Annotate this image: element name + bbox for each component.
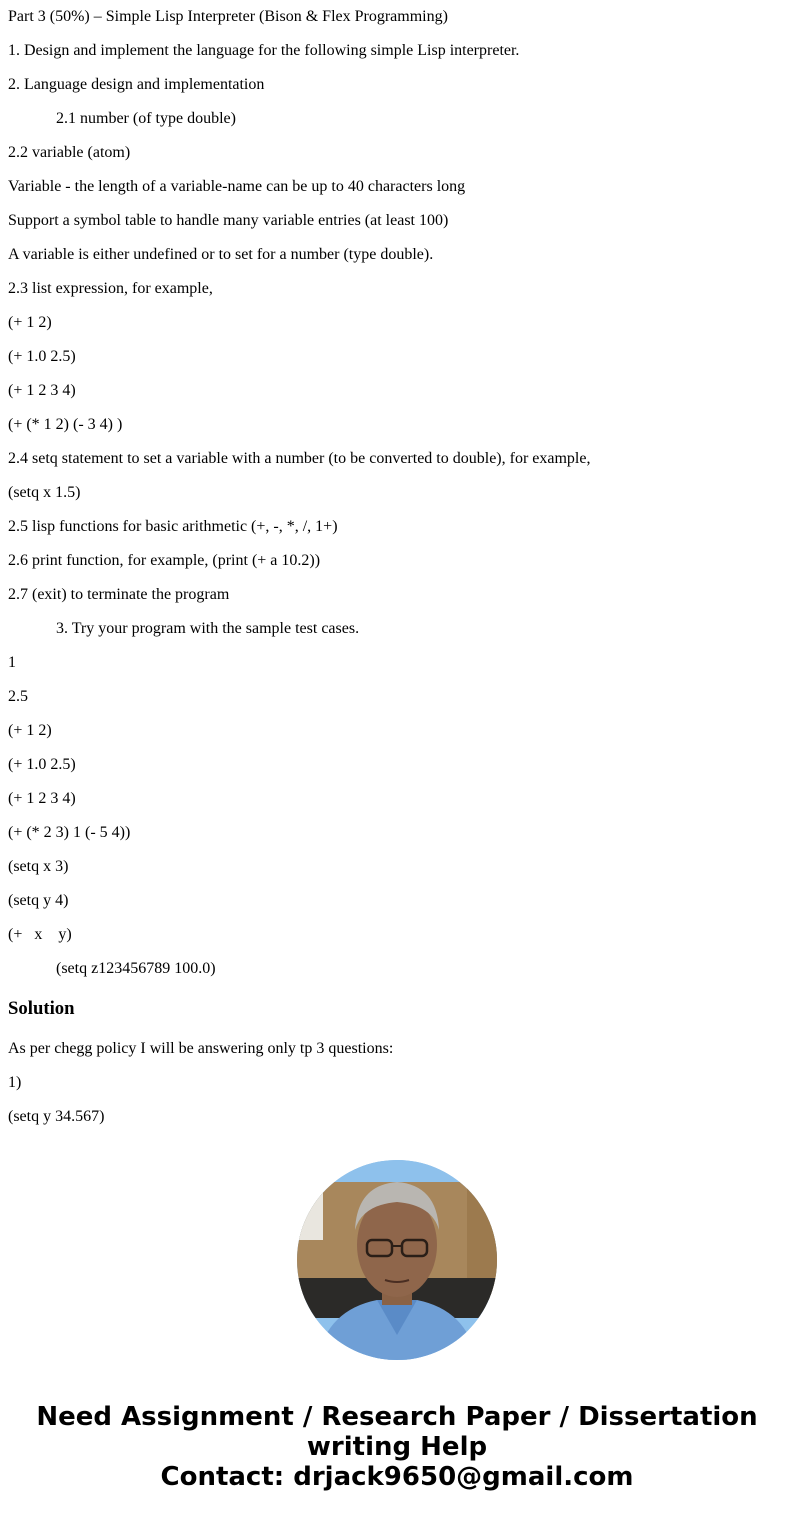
question-paragraph: (+ 1.0 2.5) bbox=[8, 348, 76, 365]
question-paragraph: (+ 1 2 3 4) bbox=[8, 790, 76, 807]
question-paragraph: 2.7 (exit) to terminate the program bbox=[8, 586, 230, 603]
question-paragraph: Part 3 (50%) – Simple Lisp Interpreter (Bison & Flex Programming) bbox=[8, 8, 448, 25]
question-paragraph: (setq x 1.5) bbox=[8, 484, 81, 501]
question-paragraph: 2.1 number (of type double) bbox=[56, 110, 236, 127]
question-paragraph: 2.4 setq statement to set a variable with a number (to be converted to double), for example, bbox=[8, 450, 591, 467]
question-paragraph: Variable - the length of a variable-name can be up to 40 characters long bbox=[8, 178, 466, 195]
solution-paragraph: (setq y 34.567) bbox=[8, 1108, 105, 1125]
portrait-image-icon bbox=[297, 1160, 497, 1360]
question-paragraph: (setq z123456789 100.0) bbox=[56, 960, 216, 977]
question-paragraph: 2.6 print function, for example, (print (+ a 10.2)) bbox=[8, 552, 321, 569]
solution-paragraph: 1) bbox=[8, 1074, 22, 1091]
question-paragraph: 2.3 list expression, for example, bbox=[8, 280, 213, 297]
question-paragraph: 1. Design and implement the language for the following simple Lisp interpreter. bbox=[8, 42, 520, 59]
question-paragraph: (setq y 4) bbox=[8, 892, 69, 909]
question-paragraph: 2.2 variable (atom) bbox=[8, 144, 131, 161]
promo-line-1: Need Assignment / Research Paper / Dissertation bbox=[36, 1402, 758, 1432]
author-photo bbox=[297, 1160, 497, 1360]
question-paragraph: Support a symbol table to handle many variable entries (at least 100) bbox=[8, 212, 449, 229]
promo-banner bbox=[0, 1402, 794, 1492]
question-paragraph: (+ x y) bbox=[8, 926, 72, 943]
question-paragraph: (+ (* 2 3) 1 (- 5 4)) bbox=[8, 824, 131, 841]
author-photo-container bbox=[8, 1160, 786, 1360]
question-paragraph: (+ 1.0 2.5) bbox=[8, 756, 76, 773]
question-paragraph: (+ 1 2 3 4) bbox=[8, 382, 76, 399]
question-section bbox=[8, 0, 786, 986]
question-paragraph: 1 bbox=[8, 654, 16, 671]
question-paragraph: (+ (* 1 2) (- 3 4) ) bbox=[8, 416, 123, 433]
question-paragraph: (+ 1 2) bbox=[8, 314, 52, 331]
question-paragraph: A variable is either undefined or to set for a number (type double). bbox=[8, 246, 434, 263]
question-paragraph: (+ 1 2) bbox=[8, 722, 52, 739]
solution-heading: Solution bbox=[8, 998, 75, 1019]
question-paragraph: 2.5 bbox=[8, 688, 28, 705]
solution-paragraph: As per chegg policy I will be answering only tp 3 questions: bbox=[8, 1040, 394, 1057]
question-paragraph: (setq x 3) bbox=[8, 858, 69, 875]
question-paragraph: 2.5 lisp functions for basic arithmetic (+, -, *, /, 1+) bbox=[8, 518, 338, 535]
question-paragraph: 2. Language design and implementation bbox=[8, 76, 265, 93]
promo-contact-line: Contact: drjack9650@gmail.com bbox=[160, 1462, 634, 1492]
question-paragraph: 3. Try your program with the sample test cases. bbox=[56, 620, 360, 637]
promo-line-2: writing Help bbox=[306, 1432, 488, 1462]
